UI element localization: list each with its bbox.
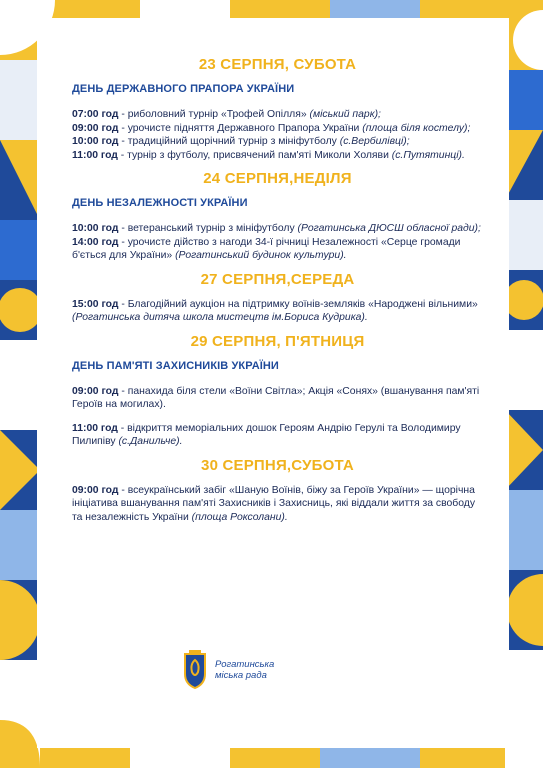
day-block	[72, 170, 483, 263]
coat-of-arms-icon	[181, 650, 209, 690]
holiday-title: ДЕНЬ НЕЗАЛЕЖНОСТІ УКРАЇНИ	[72, 197, 248, 209]
event-item: 11:00 год - відкриття меморіальних дошок Героям Андрію Герулі та Володимиру Пилипіву (с.Данильче).	[72, 422, 461, 447]
council-name-line1: Рогатинська	[215, 659, 275, 670]
schedule-card	[37, 18, 509, 748]
holiday-title: ДЕНЬ ПАМ'ЯТІ ЗАХИСНИКІВ УКРАЇНИ	[72, 359, 279, 372]
day-date: 30 СЕРПНЯ,СУБОТА	[201, 456, 354, 474]
event-item: 10:00 год - традиційний щорічний турнір з мініфутболу (с.Вербилівці);	[72, 136, 410, 147]
event-item: 11:00 год - турнір з футболу, присвячений пам'яті Миколи Холяви (с.Путятинці).	[72, 149, 465, 161]
day-block	[72, 271, 483, 325]
event-item: 14:00 год - урочисте дійство з нагоди 34-ї річниці Незалежності «Серце громади б'ється для України» (Рогатинський будинок культури).	[72, 236, 461, 261]
day-date: 24 СЕРПНЯ,НЕДІЛЯ	[203, 170, 352, 187]
event-item: 15:00 год - Благодійний аукціон на підтримку воїнів-земляків «Народжені вільними» (Рогатинська дитяча школа мистецтв ім.Бориса Кудрика).	[72, 298, 478, 323]
city-council-logo	[181, 650, 295, 690]
event-item: 07:00 год - риболовний турнір «Трофей Опілля» (міський парк);	[72, 109, 381, 120]
event-item: 09:00 год - урочисте підняття Державного Прапора України (площа біля костелу);	[72, 122, 471, 134]
event-item: 09:00 год - панахида біля стели «Воїни Світла»; Акція «Сонях» (вшанування пам'яті Героїв на могилах).	[72, 385, 480, 410]
day-date: 29 СЕРПНЯ, П'ЯТНИЦЯ	[190, 332, 365, 350]
holiday-title: ДЕНЬ ДЕРЖАВНОГО ПРАПОРА УКРАЇНИ	[72, 83, 295, 95]
day-date: 23 СЕРПНЯ, СУБОТА	[198, 56, 357, 73]
day-block	[72, 457, 483, 525]
day-date: 27 СЕРПНЯ,СЕРЕДА	[200, 270, 355, 288]
event-item: 09:00 год - всеукраїнський забіг «Шаную Воїнів, біжу за Героїв України» — щорічна ініціатива вшанування пам'яті Захисників і Захисниць, які віддали життя за свободу та незалежність України (площа Роксолани).	[72, 484, 476, 523]
day-block	[72, 333, 483, 449]
day-block	[72, 56, 483, 162]
event-item: 10:00 год - ветеранський турнір з мініфутболу (Рогатинська ДЮСШ обласної ради);	[72, 223, 481, 234]
council-name-line2: міська рада	[215, 670, 267, 681]
